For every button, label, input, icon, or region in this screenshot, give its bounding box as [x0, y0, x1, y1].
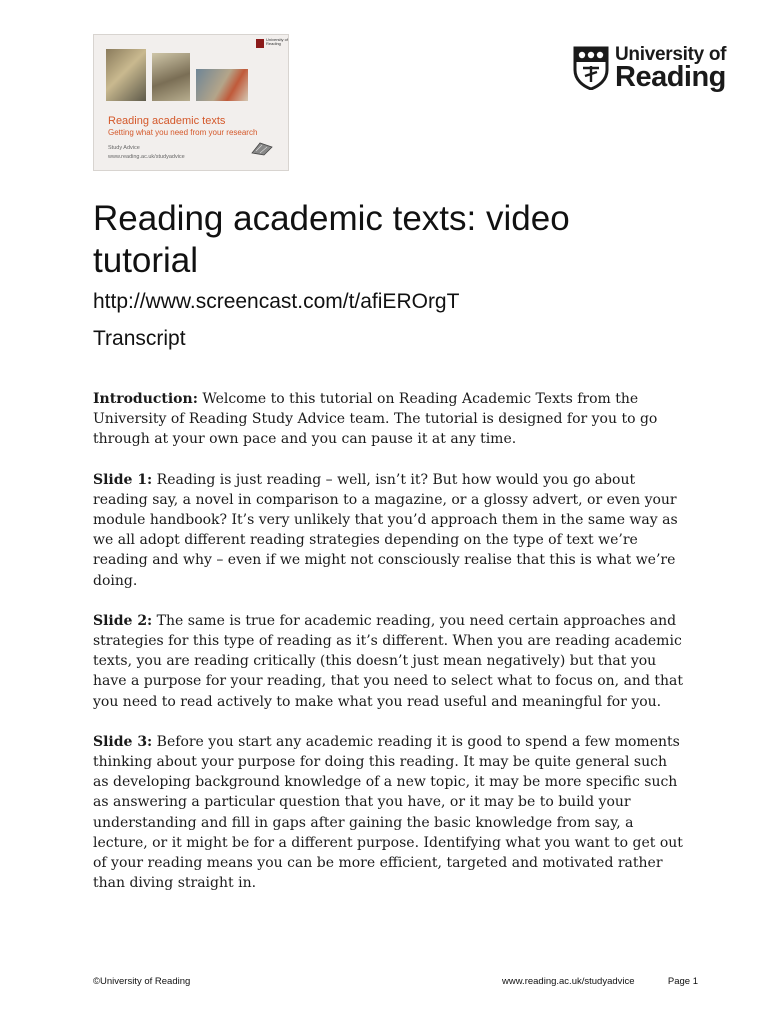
paragraph-lead: Introduction: [93, 391, 198, 407]
document-title: Reading academic texts: video tutorial [93, 199, 570, 280]
paragraph-introduction [93, 389, 683, 450]
paragraph-lead: Slide 1: [93, 471, 153, 488]
thumbnail-line1: Study Advice [108, 145, 140, 151]
page-footer [93, 976, 698, 990]
paragraph-lead: Slide 2: [93, 612, 153, 629]
student-photo [196, 69, 248, 101]
transcript-body [93, 389, 683, 913]
video-url: http://www.screencast.com/t/afiEROrgT [93, 290, 460, 313]
paragraph-slide-1 [93, 470, 683, 591]
footer-copyright: ©University of Reading [93, 976, 191, 987]
thumbnail-line2: www.reading.ac.uk/studyadvice [108, 154, 185, 160]
thumbnail-brand: University of Reading [266, 37, 289, 46]
logo-line-2: Reading [615, 61, 726, 93]
paragraph-slide-2 [93, 611, 683, 712]
section-subtitle: Transcript [93, 327, 186, 350]
paragraph-text: Before you start any academic reading it is good to spend a few moments thinking about your purpose for doing this reading. It may be quite general such as developing background knowledge of a new topic, it may be more specific such as answering a particular question that you have, or it may be to build your understanding and fill in gaps after gaining the basic knowledge from say, a lecture, or it might be for a different purpose. Identifying what you want to get out of your reading means you can be more efficient, targeted and motivated rather than diving straight in. [93, 733, 683, 892]
footer-url: www.reading.ac.uk/studyadvice [502, 976, 635, 987]
mini-crest-icon [256, 39, 264, 48]
library-photo-2 [152, 53, 190, 101]
paragraph-text: Reading is just reading – well, isn’t it? But how would you go about reading say, a novel in comparison to a magazine, or a glossy advert, or even your module handbook? It’s very unlikely that you’d approach them in the same way as we all adopt different reading strategies depending on the type of text we’re reading and why – even if we might not consciously realise that this is what we’re doing. [93, 471, 678, 589]
library-photo-1 [106, 49, 146, 101]
paragraph-lead: Slide 3: [93, 733, 153, 750]
cover-thumbnail [93, 34, 289, 171]
footer-page-number: Page 1 [667, 976, 698, 987]
crest-icon [573, 46, 609, 90]
logo-line-1: University of [615, 44, 727, 65]
sketch-icon [250, 139, 276, 157]
thumbnail-title: Reading academic texts [108, 115, 226, 127]
paragraph-text: Welcome to this tutorial on Reading Academic Texts from the University of Reading Study Advice team. The tutorial is designed for you to go through at your own pace and you can pause it at any time. [93, 391, 658, 448]
paragraph-text: The same is true for academic reading, you need certain approaches and strategies for this type of reading as it’s different. When you are reading academic texts, you are reading critically (this doesn’t just mean negatively) but that you have a purpose for your reading, that you need to select what to focus on, and that you need to read actively to make what you read useful and meaningful for you. [93, 612, 683, 710]
university-logo [573, 44, 727, 96]
thumbnail-subtitle: Getting what you need from your research [108, 128, 258, 137]
paragraph-slide-3 [93, 732, 683, 894]
